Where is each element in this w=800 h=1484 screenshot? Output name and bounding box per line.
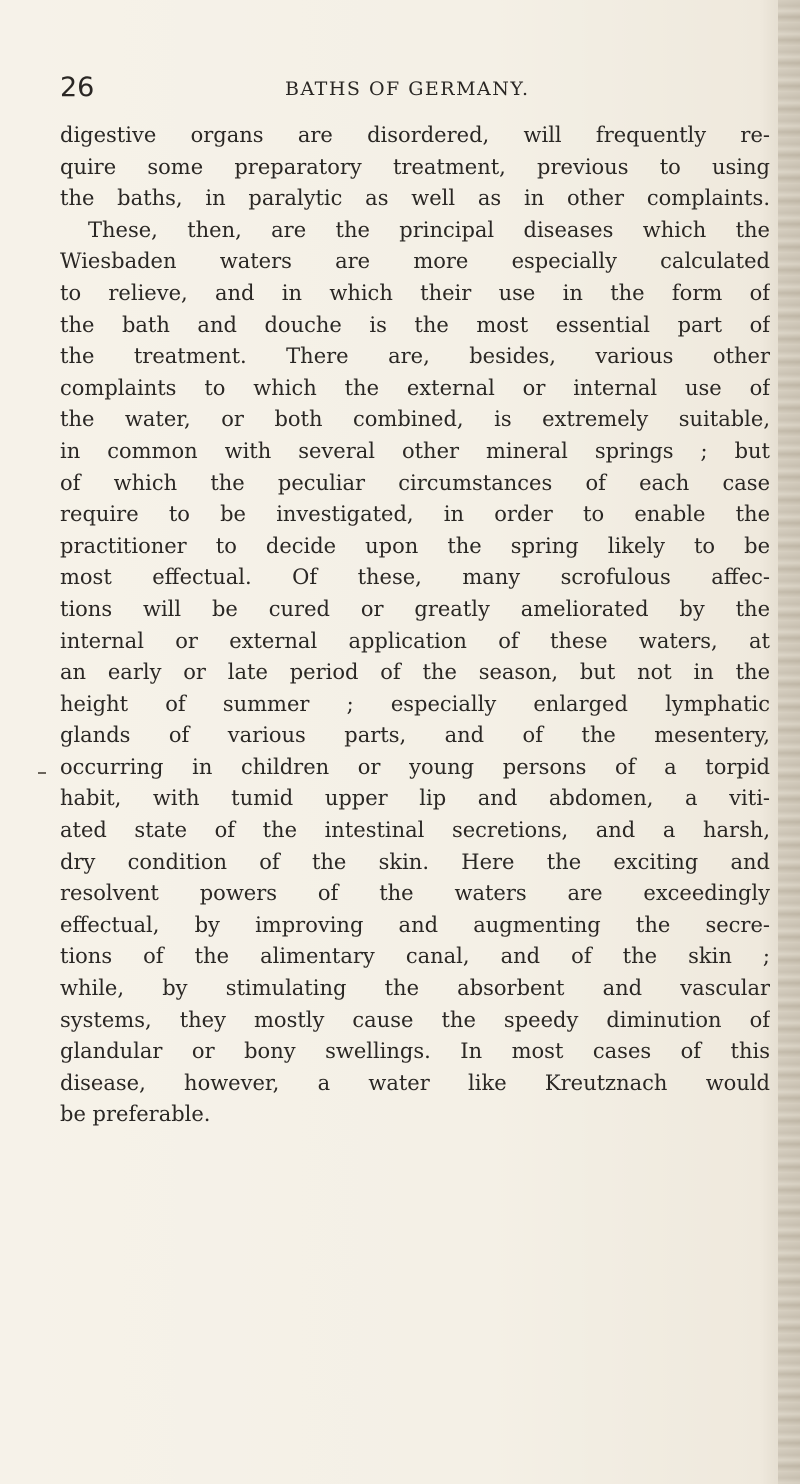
running-title: BATHS OF GERMANY.	[285, 78, 530, 100]
text-line: to relieve, and in which their use in the form of	[60, 280, 770, 305]
text-line: be preferable.	[60, 1102, 211, 1127]
text-line: effectual, by improving and augmenting the secre-	[60, 912, 770, 937]
text-line: while, by stimulating the absorbent and vascular	[60, 976, 770, 1001]
text-line: These, then, are the principal diseases which the	[88, 217, 770, 242]
text-line: the treatment. There are, besides, various other	[60, 344, 770, 369]
text-line: glands of various parts, and of the mesentery,	[60, 723, 770, 748]
text-line: habit, with tumid upper lip and abdomen, a viti-	[60, 786, 770, 811]
running-head	[60, 70, 740, 106]
text-line: height of summer ; especially enlarged lymphatic	[60, 691, 770, 716]
text-line: complaints to which the external or internal use of	[60, 375, 770, 400]
text-line: systems, they mostly cause the speedy diminution of	[60, 1007, 770, 1032]
text-line: an early or late period of the season, but not in the	[60, 660, 770, 685]
text-line: internal or external application of these waters, at	[60, 628, 770, 653]
text-line: glandular or bony swellings. In most cases of this	[60, 1039, 770, 1064]
text-line: tions of the alimentary canal, and of the skin ;	[60, 944, 770, 969]
page-binding-edge	[778, 0, 800, 1484]
page-number: 26	[60, 72, 95, 103]
text-line: Wiesbaden waters are more especially calculated	[60, 249, 770, 274]
text-line: tions will be cured or greatly ameliorated by the	[60, 596, 770, 621]
text-line: quire some preparatory treatment, previous to using	[60, 154, 770, 179]
margin-mark	[38, 772, 46, 774]
text-line: in common with several other mineral springs ; but	[60, 438, 770, 463]
text-line: dry condition of the skin. Here the exciting and	[60, 849, 770, 874]
text-line: the baths, in paralytic as well as in other complaints.	[60, 186, 770, 211]
text-line: digestive organs are disordered, will frequently re-	[60, 123, 770, 147]
text-line: most effectual. Of these, many scrofulous affec-	[60, 565, 770, 590]
text-line: of which the peculiar circumstances of each case	[60, 470, 770, 495]
text-line: occurring in children or young persons of a torpid	[60, 754, 770, 779]
text-line: practitioner to decide upon the spring likely to be	[60, 533, 770, 558]
text-line: the water, or both combined, is extremely suitable,	[60, 407, 770, 432]
text-line: disease, however, a water like Kreutznach would	[60, 1070, 770, 1095]
text-line: ated state of the intestinal secretions, and a harsh,	[60, 818, 770, 843]
body-text	[60, 120, 770, 1131]
text-line: the bath and douche is the most essential part of	[60, 312, 770, 337]
text-line: resolvent powers of the waters are exceedingly	[60, 881, 770, 906]
text-line: require to be investigated, in order to enable the	[60, 502, 770, 527]
